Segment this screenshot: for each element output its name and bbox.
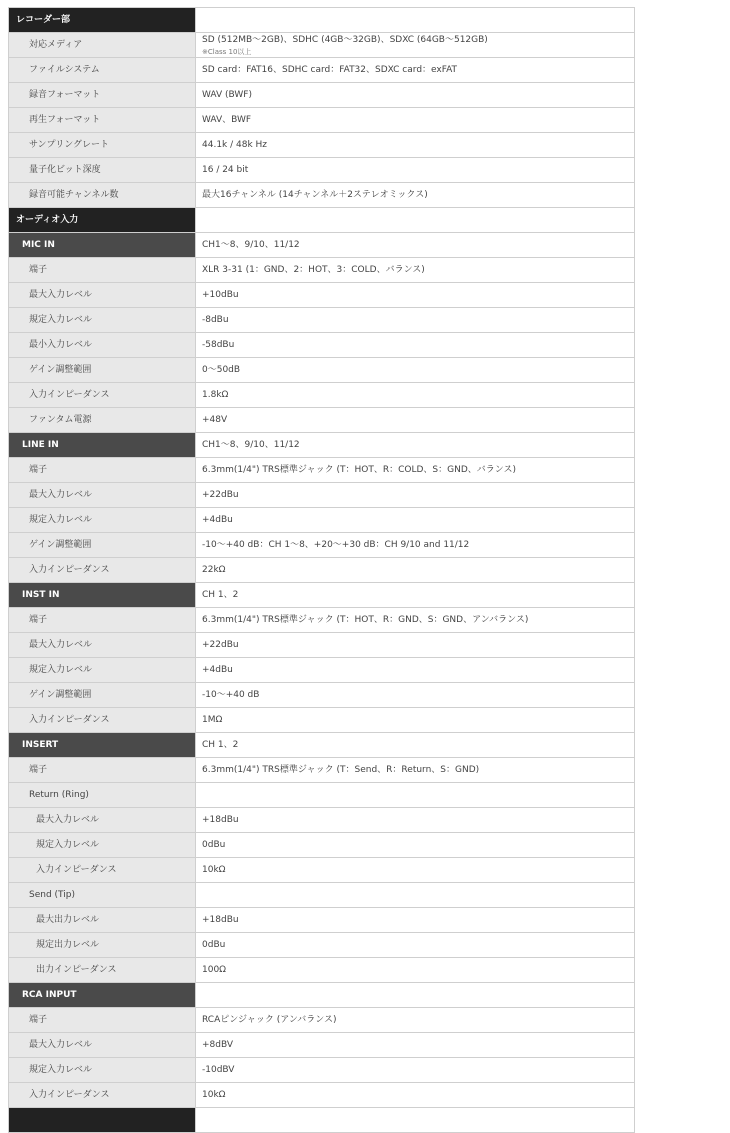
spec-value: 16 / 24 bit (202, 165, 249, 175)
spec-value: +18dBu (202, 815, 239, 825)
spec-value: 100Ω (202, 965, 227, 975)
spec-label: 最大入力レベル (9, 1033, 196, 1058)
spec-value: WAV、BWF (202, 115, 252, 125)
spec-value: 6.3mm(1/4") TRS標準ジャック (T：Send、R：Return、S：GND) (202, 765, 480, 775)
spec-label: 出力インピーダンス (9, 958, 196, 983)
spec-value: -10～+40 dB：CH 1～8、+20～+30 dB：CH 9/10 and 11/12 (202, 540, 470, 550)
spec-value-cell (196, 1083, 635, 1108)
spec-value: 44.1k / 48k Hz (202, 140, 268, 150)
spec-label: 録音可能チャンネル数 (9, 183, 196, 208)
spec-row (9, 758, 635, 783)
spec-label: ファンタム電源 (9, 408, 196, 433)
spec-row (9, 883, 635, 908)
group-header-row (9, 583, 635, 608)
spec-value-cell (196, 283, 635, 308)
group-header-row (9, 433, 635, 458)
spec-note: ※Class 10以上 (202, 47, 252, 56)
spec-label: 最大入力レベル (9, 633, 196, 658)
spec-row (9, 683, 635, 708)
section-header-row (9, 208, 635, 233)
spec-value: CH1～8、9/10、11/12 (202, 440, 300, 450)
spec-row (9, 833, 635, 858)
spec-value: CH 1、2 (202, 590, 239, 600)
spec-value-cell (196, 483, 635, 508)
spec-value-cell (196, 733, 635, 758)
spec-row (9, 533, 635, 558)
spec-row (9, 958, 635, 983)
spec-value: +8dBV (202, 1040, 234, 1050)
spec-row (9, 858, 635, 883)
spec-row (9, 283, 635, 308)
spec-value-cell (196, 433, 635, 458)
spec-row (9, 133, 635, 158)
spec-label: 端子 (9, 458, 196, 483)
spec-value: 0～50dB (202, 365, 241, 375)
spec-label: 最大入力レベル (9, 483, 196, 508)
spec-row (9, 508, 635, 533)
spec-value-cell (196, 933, 635, 958)
spec-value-cell (196, 883, 635, 908)
spec-value-cell (196, 1008, 635, 1033)
spec-value: +48V (202, 415, 228, 425)
spec-value-cell (196, 558, 635, 583)
spec-value-cell (196, 33, 635, 58)
spec-value-cell (196, 458, 635, 483)
spec-label: 端子 (9, 258, 196, 283)
spec-label: ゲイン調整範囲 (9, 533, 196, 558)
group-title: INST IN (9, 583, 196, 608)
spec-row (9, 908, 635, 933)
spec-value: 22kΩ (202, 565, 226, 575)
section-title: レコーダー部 (9, 8, 196, 33)
spec-value-cell (196, 608, 635, 633)
spec-value-cell (196, 258, 635, 283)
spec-label: 入力インピーダンス (9, 558, 196, 583)
spec-row (9, 83, 635, 108)
spec-label: 入力インピーダンス (9, 383, 196, 408)
spec-label: 入力インピーダンス (9, 1083, 196, 1108)
spec-value: RCAピンジャック (アンバランス) (202, 1015, 337, 1025)
spec-label: 最大入力レベル (9, 283, 196, 308)
spec-value: +4dBu (202, 515, 233, 525)
spec-row (9, 633, 635, 658)
spec-row (9, 783, 635, 808)
spec-row (9, 33, 635, 58)
spec-value-cell (196, 83, 635, 108)
spec-value-cell (196, 333, 635, 358)
spec-value: -58dBu (202, 340, 235, 350)
spec-row (9, 333, 635, 358)
spec-row (9, 108, 635, 133)
spec-value: -8dBu (202, 315, 229, 325)
spec-row (9, 708, 635, 733)
spec-label: 規定入力レベル (9, 833, 196, 858)
spec-label: 規定入力レベル (9, 658, 196, 683)
group-title: INSERT (9, 733, 196, 758)
spec-value: 1MΩ (202, 715, 223, 725)
spec-value-cell (196, 8, 635, 33)
spec-label: 規定入力レベル (9, 508, 196, 533)
spec-row (9, 158, 635, 183)
spec-table (8, 7, 635, 1133)
spec-label: 端子 (9, 608, 196, 633)
section-title: オーディオ入力 (9, 208, 196, 233)
spec-label: 最大入力レベル (9, 808, 196, 833)
spec-row (9, 1083, 635, 1108)
spec-row (9, 308, 635, 333)
spec-row (9, 1033, 635, 1058)
section-header-row (9, 8, 635, 33)
spec-value: SD card：FAT16、SDHC card：FAT32、SDXC card：exFAT (202, 65, 458, 75)
spec-label: Send (Tip) (9, 883, 196, 908)
spec-row (9, 258, 635, 283)
spec-row (9, 933, 635, 958)
spec-value: 1.8kΩ (202, 390, 229, 400)
spec-value-cell (196, 58, 635, 83)
spec-value-cell (196, 108, 635, 133)
spec-value-cell (196, 808, 635, 833)
spec-row (9, 658, 635, 683)
spec-label: ファイルシステム (9, 58, 196, 83)
spec-label: 入力インピーダンス (9, 858, 196, 883)
spec-value-cell (196, 983, 635, 1008)
spec-value-cell (196, 758, 635, 783)
spec-value-cell (196, 383, 635, 408)
spec-label: サンプリングレート (9, 133, 196, 158)
spec-value: WAV (BWF) (202, 90, 252, 100)
spec-value: +10dBu (202, 290, 239, 300)
spec-value-cell (196, 1058, 635, 1083)
spec-value-cell (196, 308, 635, 333)
spec-value: -10dBV (202, 1065, 235, 1075)
section-title (9, 1108, 196, 1133)
spec-label: 量子化ビット深度 (9, 158, 196, 183)
spec-value-cell (196, 833, 635, 858)
group-title: RCA INPUT (9, 983, 196, 1008)
spec-value: 6.3mm(1/4") TRS標準ジャック (T：HOT、R：GND、S：GND、アンバランス) (202, 615, 529, 625)
spec-row (9, 358, 635, 383)
spec-value-cell (196, 408, 635, 433)
spec-value-cell (196, 508, 635, 533)
spec-row (9, 58, 635, 83)
spec-table-body (9, 8, 635, 1133)
spec-label: 再生フォーマット (9, 108, 196, 133)
spec-row (9, 1008, 635, 1033)
spec-value-cell (196, 783, 635, 808)
spec-value-cell (196, 658, 635, 683)
spec-row (9, 408, 635, 433)
group-title: LINE IN (9, 433, 196, 458)
spec-value: +22dBu (202, 490, 239, 500)
spec-value-cell (196, 708, 635, 733)
spec-row (9, 608, 635, 633)
spec-value-cell (196, 683, 635, 708)
spec-value-cell (196, 908, 635, 933)
spec-value: CH 1、2 (202, 740, 239, 750)
spec-value-cell (196, 208, 635, 233)
spec-row (9, 383, 635, 408)
spec-row (9, 183, 635, 208)
spec-value-cell (196, 1108, 635, 1133)
spec-value-cell (196, 858, 635, 883)
spec-row (9, 1058, 635, 1083)
spec-row (9, 558, 635, 583)
spec-label: 最大出力レベル (9, 908, 196, 933)
spec-label: ゲイン調整範囲 (9, 683, 196, 708)
spec-value: CH1～8、9/10、11/12 (202, 240, 300, 250)
spec-value-cell (196, 183, 635, 208)
spec-row (9, 808, 635, 833)
spec-label: 対応メディア (9, 33, 196, 58)
spec-value: -10～+40 dB (202, 690, 260, 700)
spec-value-cell (196, 233, 635, 258)
group-title: MIC IN (9, 233, 196, 258)
spec-value: 最大16チャンネル (14チャンネル＋2ステレオミックス) (202, 190, 428, 200)
spec-label: 端子 (9, 758, 196, 783)
spec-value-cell (196, 133, 635, 158)
spec-label: 規定入力レベル (9, 308, 196, 333)
spec-label: 規定入力レベル (9, 1058, 196, 1083)
spec-value: +4dBu (202, 665, 233, 675)
spec-row (9, 458, 635, 483)
spec-value: 0dBu (202, 840, 226, 850)
section-header-row (9, 1108, 635, 1133)
spec-label: 録音フォーマット (9, 83, 196, 108)
group-header-row (9, 733, 635, 758)
spec-value: 6.3mm(1/4") TRS標準ジャック (T：HOT、R：COLD、S：GND、バランス) (202, 465, 517, 475)
spec-value: SD (512MB～2GB)、SDHC (4GB～32GB)、SDXC (64GB～512GB) (202, 34, 488, 45)
spec-value-cell (196, 958, 635, 983)
spec-label: 規定出力レベル (9, 933, 196, 958)
spec-value-cell (196, 633, 635, 658)
spec-value: +18dBu (202, 915, 239, 925)
group-header-row (9, 983, 635, 1008)
spec-value: +22dBu (202, 640, 239, 650)
spec-label: 最小入力レベル (9, 333, 196, 358)
spec-label: Return (Ring) (9, 783, 196, 808)
group-header-row (9, 233, 635, 258)
spec-value: 0dBu (202, 940, 226, 950)
spec-label: ゲイン調整範囲 (9, 358, 196, 383)
spec-value-cell (196, 533, 635, 558)
spec-value: XLR 3-31 (1：GND、2：HOT、3：COLD、バランス) (202, 265, 425, 275)
spec-label: 端子 (9, 1008, 196, 1033)
spec-value: 10kΩ (202, 865, 226, 875)
spec-value: 10kΩ (202, 1090, 226, 1100)
spec-label: 入力インピーダンス (9, 708, 196, 733)
spec-row (9, 483, 635, 508)
spec-value-cell (196, 358, 635, 383)
spec-value-cell (196, 583, 635, 608)
spec-value-cell (196, 158, 635, 183)
spec-value-cell (196, 1033, 635, 1058)
